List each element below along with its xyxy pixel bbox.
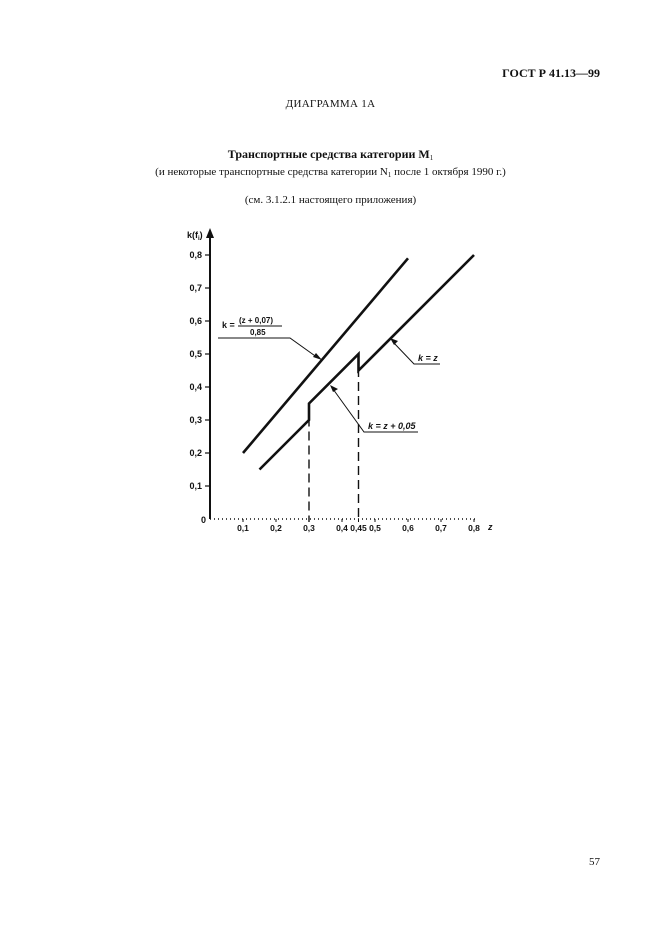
chart-subtitle [0,166,661,179]
annotations [218,316,440,432]
y-axis-arrow [206,228,214,238]
series-line-2 [260,255,475,470]
document-code: ГОСТ Р 41.13—99 [502,66,600,80]
chart-title-text: Транспортные средства категории M [227,147,430,161]
origin-label: 0 [201,515,207,525]
x-tick-label: 0,4 [336,523,348,533]
section-reference: (см. 3.1.2.1 настоящего приложения) [244,194,417,206]
y-tick-label: 0,8 [189,250,202,260]
y-axis-label-main: k(f [187,230,198,240]
annotation-k-equals-z-plus [330,385,418,432]
y-tick-label: 0,4 [189,382,202,392]
y-tick-label: 0,7 [189,283,202,293]
x-tick-label: 0,8 [468,523,480,533]
k-equals-z-plus-leader-arrow [330,385,338,392]
y-tick-label: 0,3 [189,415,202,425]
k-equals-z-plus-leader-line [333,389,418,432]
dashed-guides [309,354,359,522]
label-k-equals-z: k = z [418,353,438,363]
formula-leader-line [218,338,318,358]
x-tick-label: 0,1 [237,523,249,533]
subtitle-subscript: 1 [387,171,392,179]
chart-title-subscript: 1 [429,154,434,162]
page-number: 57 [589,856,600,868]
diagram-label: ДИАГРАММА 1А [285,98,376,110]
annotation-upper-formula [218,316,322,360]
label-k-equals-z-plus: k = z + 0,05 [368,421,416,431]
formula-denominator: 0,85 [250,328,266,337]
x-tick-label: 0,5 [369,523,381,533]
x-tick-label: 0,7 [435,523,447,533]
formula-numerator: (z + 0,07) [239,316,274,325]
annotation-k-equals-z [390,338,440,364]
y-tick-label: 0,2 [189,448,202,458]
y-axis-label-close: ) [199,230,203,240]
k-equals-z-leader-line [393,342,440,364]
k-equals-z-leader-arrow [390,338,398,345]
chart-title [0,147,661,162]
y-axis-label [187,230,203,242]
x-tick-label: 0,2 [270,523,282,533]
x-tick-label: 0,3 [303,523,315,533]
y-tick-label: 0,6 [189,316,202,326]
axis-ticks [189,250,480,533]
x-axis-label: z [488,522,493,532]
subtitle-part-a: (и некоторые транспортные средства категории N [155,166,388,178]
x-tick-label: 0,6 [402,523,414,533]
y-axis-label-subscript: i [198,236,200,242]
formula-leader-arrow [313,353,322,360]
series-line-1 [243,258,408,453]
series-lines [243,255,474,470]
subtitle-part-b: после 1 октября 1990 г.) [391,166,506,178]
y-tick-label: 0,1 [189,481,202,491]
y-tick-label: 0,5 [189,349,202,359]
x-tick-label: 0,45 [350,523,367,533]
formula-k-label: k = [222,320,235,330]
